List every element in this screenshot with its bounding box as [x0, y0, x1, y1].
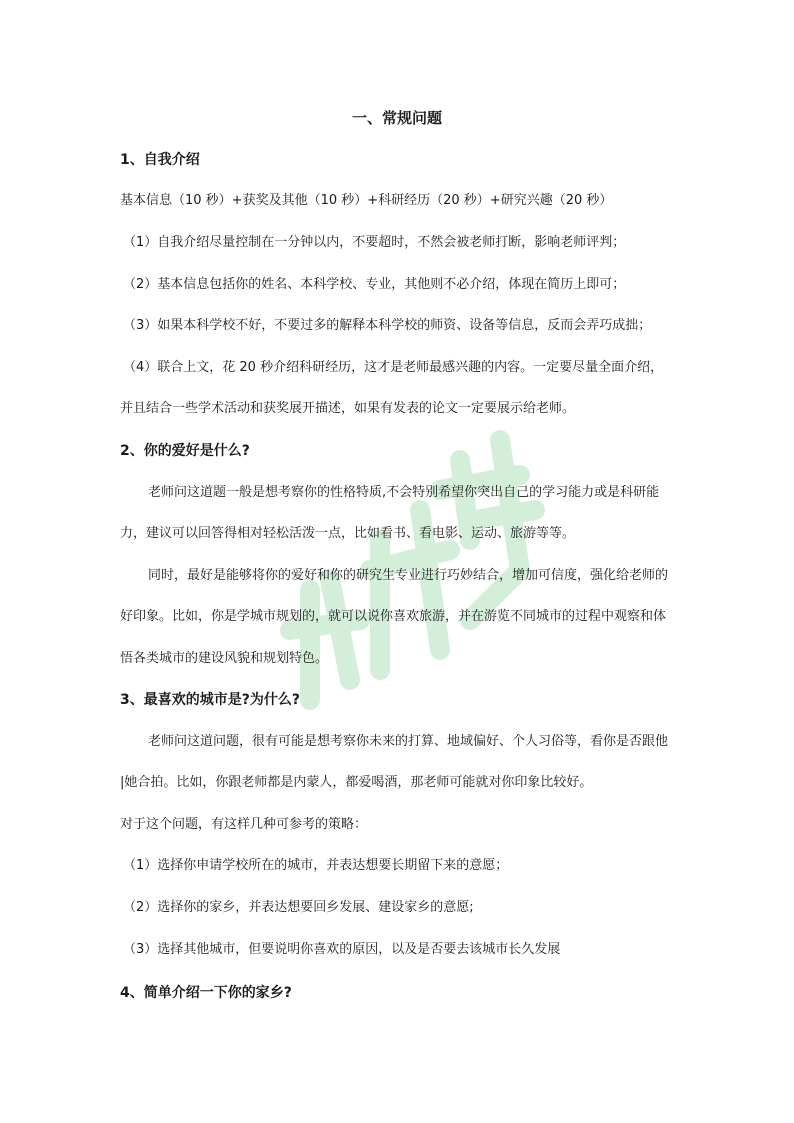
section-3-p1-line-1: 老师问这道问题，很有可能是想考察你未来的打算、地域偏好、个人习俗等，看你是否跟他: [148, 734, 669, 749]
section-3-item-2: （2）选择你的家乡，并表达想要回乡发展、建设家乡的意愿;: [123, 900, 474, 915]
section-3-item-3: （3）选择其他城市，但要说明你喜欢的原因，以及是否要去该城市长久发展: [123, 942, 561, 957]
section-2-p2-line-2: 好印象。比如，你是学城市规划的，就可以说你喜欢旅游，并在游览不同城市的过程中观察和体: [120, 609, 667, 624]
section-2-p2-line-1: 同时，最好是能够将你的爱好和你的研究生专业进行巧妙结合，增加可信度，强化给老师的: [148, 568, 669, 583]
section-3-intro: 对于这个问题，有这样几种可参考的策略：: [120, 817, 368, 832]
section-2-p1-line-1: 老师问这道题一般是想考察你的性格特质,不会特别希望你突出自己的学习能力或是科研能: [148, 485, 660, 500]
section-1-item-2: （2）基本信息包括你的姓名、本科学校、专业，其他则不必介绍，体现在简历上即可；: [123, 277, 626, 292]
section-3-item-1: （1）选择你申请学校所在的城市，并表达想要长期留下来的意愿；: [123, 858, 509, 873]
section-1-summary: 基本信息（10 秒）+获奖及其他（10 秒）+科研经历（20 秒）+研究兴趣（20 秒）: [120, 193, 613, 208]
section-3-p1-line-2: |她合拍。比如，你跟老师都是内蒙人，都爱喝酒，那老师可能就对你印象比较好。: [120, 775, 593, 790]
section-3-heading: 3、最喜欢的城市是?为什么?: [120, 692, 300, 708]
section-1-item-4-continued: 并且结合一些学术活动和获奖展开描述，如果有发表的论文一定要展示给老师。: [120, 401, 576, 416]
section-2-p2-line-3: 悟各类城市的建设风貌和规划特色。: [120, 651, 329, 666]
section-1-item-3: （3）如果本科学校不好，不要过多的解释本科学校的师资、设备等信息，反而会弄巧成拙；: [123, 318, 652, 333]
page-title: 一、常规问题: [351, 109, 442, 127]
section-1-item-1: （1）自我介绍尽量控制在一分钟以内，不要超时，不然会被老师打断，影响老师评判；: [123, 235, 626, 250]
section-2-heading: 2、你的爱好是什么?: [120, 443, 250, 459]
section-1-item-4: （4）联合上文，花 20 秒介绍科研经历，这才是老师最感兴趣的内容。一定要尽量全面介绍，: [123, 360, 664, 375]
section-4-heading: 4、简单介绍一下你的家乡?: [120, 985, 292, 1001]
section-1-heading: 1、自我介绍: [120, 152, 200, 168]
section-2-p1-line-2: 力，建议可以回答得相对轻松活泼一点，比如看书、看电影、运动、旅游等等。: [120, 526, 576, 541]
